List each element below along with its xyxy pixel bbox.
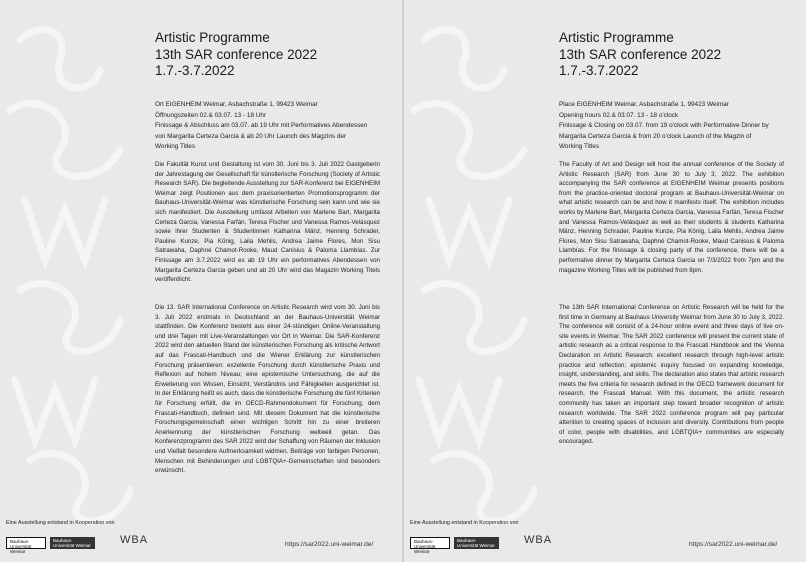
wba-logo: WBA <box>120 534 149 546</box>
bauhaus-logo: Bauhaus-Universität Weimar <box>6 537 46 549</box>
bauhaus-logo-dark: Bauhaus-Universität Weimar <box>50 537 95 549</box>
info-line: Working Titles <box>155 143 196 150</box>
info-line: Place EIGENHEIM Weimar, Asbachstraße 1, 99423 Weimar <box>559 101 729 108</box>
title-line: 13th SAR conference 2022 <box>155 46 318 62</box>
page-title <box>155 30 385 80</box>
info-line: Finissage & Abschluss am 03.07. ab 19 Uhr mit Performatives Abendessen <box>155 122 368 129</box>
title-line: 1.7.-3.7.2022 <box>155 63 235 78</box>
bauhaus-logo: Bauhaus-Universität Weimar <box>410 537 450 549</box>
title-line: Artistic Programme <box>155 30 270 45</box>
page-title <box>559 30 789 80</box>
cooperation-note: Eine Ausstellung entstand in Kooperation von <box>410 520 519 526</box>
intro-paragraph: Die Fakultät Kunst und Gestaltung ist vom 30. Juni bis 3. Juli 2022 Gastgeberin der Jahrestagung der Gesellschaft für künstlerische Forschung (Society of Artistic Research SAR). Die begleitende Ausstellung zur SAR-Konferenz bei EIGENHEIM Weimar zeigt Positionen aus dem praxisorientierten Promotionsprogramm der Bauhaus-Universität-Weimar was künstlerische Forschung sein kann und wie sie sich manifestiert. Die Ausstellung umfasst Arbeiten von Marlene Bart, Margarita Certeza Garcia, Vanessa Farfán, Teresa Fischer und Vanessa Ramos-Velásquez sowie ihrer Studenten & Studentinnen Katharina Mänz, Henning Schrader, Pauline Kunze, Pia König, Laila Mehlis, Andrea Jaime Flores, Mon Sisu Satrawaha, Daphné Chamot-Rooke, Maud Canisius & Paloma Llambías. Zur Finissage am 3.7.2022 wird es ab 19 Uhr ein performatives Abendessen von Margarita Certeza Garcia geben und ab 20 Uhr wird das Magazin Working Titels veröffentlicht. <box>155 161 380 284</box>
info-line: Öffnungszeiten 02.& 03.07. 13 - 18 Uhr <box>155 111 267 119</box>
conference-paragraph: Die 13. SAR International Conference on Artistic Research wird vom 30. Juni bis 3. Juli 2022 erstmals in Deutschland an der Bauhaus-Universität Weimar stattfinden. Die Konferenz besteht aus einer 24-stündigen Online-Veranstaltung und drei Tagen mit Live-Veranstaltungen vor Ort in Weimar. Die SAR-Konferenz 2022 wird den aktuellen Stand der künstlerischen Forschung als kritische Antwort auf das Frascati-Handbuch und die Wiener Erklärung zur künstlerischen Forschung präsentieren: exzellente Forschung durch künstlerische Praxis und Reflexion auf hohem Niveau; eine epistemische Untersuchung, die auf die Erweiterung von Wissen, Einsicht, Verständnis und Fähigkeiten ausgerichtet ist. In der Erklärung heißt es auch, dass die künstlerische Forschung die fünf Kriterien für Forschung erfüllt, die im OECD-Rahmendokument für Forschung, dem Frascati-Handbuch, definiert sind. Mit diesem Dokument hat die künstlerische Forschungsgemeinschaft einen wichtigen Schritt hin zu einer breiteren Anerkennung der künstlerischen Forschung weltweit getan. Das Konferenzprogramm des SAR 2022 wird der Schaffung von Räumen der Inklusion und Vielfalt besondere Aufmerksamkeit widmen. Beiträge von farbigen Personen, Menschen mit Behinderungen und LGBTQIA+-Gemeinschaften sind besonders erwünscht. <box>155 304 380 475</box>
right-page <box>404 0 806 562</box>
website-url: https://sar2022.uni-weimar.de/ <box>285 541 374 548</box>
title-line: 13th SAR conference 2022 <box>559 46 722 62</box>
event-info <box>559 100 784 153</box>
conference-paragraph: The 13th SAR International Conference on Artistic Research will be held for the first time in Germany at Bauhaus University Weimar from June 30 to July 3, 2022. The conference will consist of a 24-hour online event and three days of live on-site events in Weimar. The SAR 2022 conference will present the current state of artistic research as a critical response to the Frascati Handbook and the Vienna Declaration on Artistic Research: excellent research through high-level artistic practice and reflection; epistemic inquiry focused on expanding knowledge, insight, understanding, and skills. The declaration also states that artistic research meets the five criteria for research defined in the OECD framework document for research, the Frascati Manual. With this document, the artistic research community has taken an important step toward broader recognition of artistic research worldwide. The SAR 2022 conference program will pay particular attention to creating spaces of inclusion and diversity. Contributions from people of color, people with disabilities, and LGBTQIA+ communities are especially encouraged. <box>559 304 784 446</box>
event-info <box>155 100 380 153</box>
info-line: Finissage & Closing on 03.07. from 19 o'clock with Performative Dinner by <box>559 122 769 129</box>
info-line: von Margarita Certeza Garcia & ab 20 Uhr Launch des Magzins der <box>155 132 347 140</box>
info-line: Working Titles <box>559 143 600 150</box>
weimar-watermark-graphic <box>404 0 554 540</box>
info-line: Opening hours 02.& 03.07. 13 - 18 o'clock <box>559 111 679 119</box>
title-line: Artistic Programme <box>559 30 674 45</box>
info-line: Margarita Certeza Garcia & from 20 o'clock Launch of the Magzin of <box>559 132 752 140</box>
info-line: Ort EIGENHEIM Weimar, Asbachstraße 1, 99423 Weimar <box>155 101 318 108</box>
left-page <box>0 0 402 562</box>
website-url: https://sar2022.uni-weimar.de/ <box>689 541 778 548</box>
cooperation-note: Eine Ausstellung entstand in Kooperation von <box>6 520 115 526</box>
wba-logo: WBA <box>524 534 553 546</box>
weimar-watermark-graphic <box>0 0 150 540</box>
bauhaus-logo-dark: Bauhaus-Universität Weimar <box>454 537 499 549</box>
title-line: 1.7.-3.7.2022 <box>559 63 639 78</box>
intro-paragraph: The Faculty of Art and Design will host the annual conference of the Society of Artistic Research (SAR) from June 30 to July 3, 2022. The exhibition accompanying the SAR conference at EIGENHEIM Weimar presents positions from the practice-oriented doctoral program at Bauhaus-Universität-Weimar on what artistic research can be and how it manifests itself. The exhibition includes works by Marlene Bart, Margarita Certeza Garcia, Vanessa Farfán, Teresa Fischer and Vanessa Ramos-Velásquez as well as their students & students Katharina Mänz, Henning Schrader, Pauline Kunze, Pia König, Laila Mehlis, Andrea Jaime Flores, Mon Sisu Satrawaha, Daphné Chamot-Rooke, Maud Canisius & Paloma Llambías. For the finissage & closing party of the conference, there will be a performative dinner by Margarita Certeza Garcia on 7/3/2022 from 7pm and the magazine Working Titles will be published from 8pm. <box>559 161 785 274</box>
